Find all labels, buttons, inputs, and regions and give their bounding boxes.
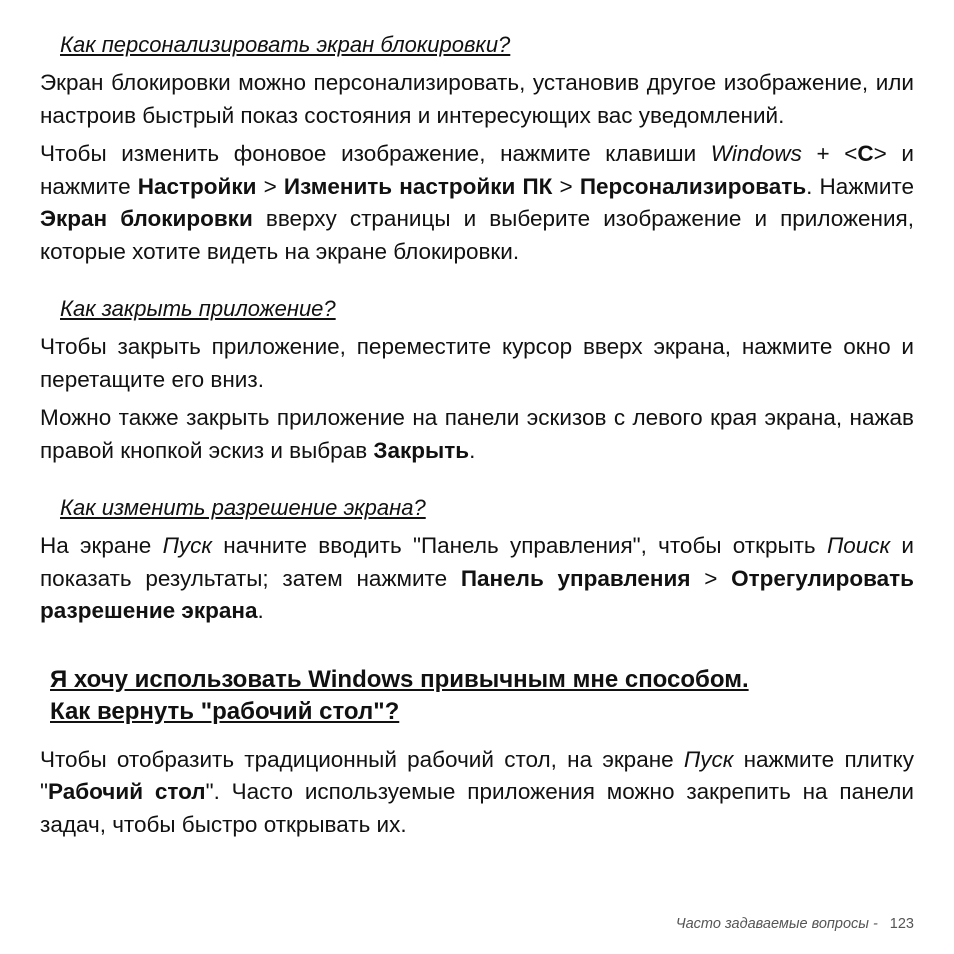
- heading-line: Как вернуть "рабочий стол"?: [50, 697, 400, 725]
- paragraph: На экране Пуск начните вводить "Панель управления", чтобы открыть Поиск и показать результаты; затем нажмите Панель управления > Отрегулировать разрешение экрана.: [40, 533, 915, 623]
- paragraph: Чтобы закрыть приложение, переместите курсор вверх экрана, нажмите окно и перетащите его вниз.: [40, 334, 914, 392]
- page-footer: [676, 916, 914, 932]
- paragraph: Чтобы отобразить традиционный рабочий стол, на экране Пуск нажмите плитку "Рабочий стол". Часто используемые приложения можно закрепить на панели задач, чтобы быстро открывать их.: [40, 746, 914, 837]
- heading-line: Я хочу использовать Windows привычным мне способом.: [50, 665, 749, 693]
- document-page: [40, 30, 914, 847]
- paragraph: Можно также закрыть приложение на панели эскизов с левого края экрана, нажав правой кнопкой эскиз и выбрав Закрыть.: [40, 405, 914, 463]
- paragraph: Экран блокировки можно персонализировать, установив другое изображение, или настроив быстрый показ состояния и интересующих вас уведомлений.: [40, 70, 914, 128]
- footer-label: Часто задаваемые вопросы -: [675, 916, 878, 932]
- paragraph: Чтобы изменить фоновое изображение, нажмите клавиши Windows + <C> и нажмите Настройки > Изменить настройки ПК > Персонализировать. Нажмите Экран блокировки вверху страницы и выберите изображение и приложения, которые хотите видеть на экране блокировки.: [40, 141, 914, 264]
- section-title-close-app: Как закрыть приложение?: [60, 296, 336, 321]
- section-heading-desktop: [50, 664, 914, 728]
- page-number: 123: [889, 916, 914, 932]
- section-title-resolution: Как изменить разрешение экрана?: [60, 495, 426, 520]
- section-title-lock-screen: Как персонализировать экран блокировки?: [60, 32, 511, 57]
